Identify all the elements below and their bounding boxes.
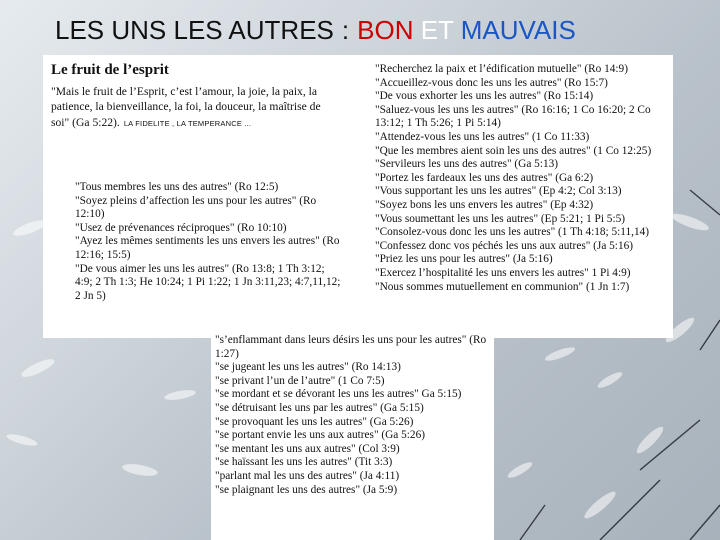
- bg-ellipse: [581, 488, 618, 521]
- left-verse-item: "Tous membres les uns des autres" (Ro 12:5): [75, 181, 279, 193]
- right-verse-item: "Confessez donc vos péchés les uns aux autres" (Ja 5:16): [375, 239, 634, 252]
- right-verse-item: "Nous sommes mutuellement en communion" (1 Jn 1:7): [375, 280, 630, 293]
- right-verse-item: "Servileurs les uns des autres" (Ga 5:13): [375, 158, 559, 171]
- page-title: [55, 13, 695, 47]
- bg-ellipse: [6, 432, 39, 448]
- bg-streak: [690, 505, 720, 540]
- bg-ellipse: [669, 210, 710, 233]
- fruit-heading: Le fruit de l’esprit: [51, 62, 169, 78]
- fruit-quote: [51, 84, 341, 131]
- right-verse-list: [375, 63, 671, 294]
- bg-ellipse: [121, 462, 158, 478]
- left-verse-item: "Soyez pleins d’affection les uns pour les autres" (Ro 12:10): [75, 194, 317, 221]
- bottom-verse-item: "se détruisant les uns par les autres" (Ga 5:15): [215, 401, 424, 414]
- right-verse-item: "Attendez-vous les uns les autres" (1 Co 11:33): [375, 130, 590, 143]
- left-verse-item: "De vous aimer les uns les autres" (Ro 13:8; 1 Th 3:12; 4:9; 2 Th 1:3; He 10:24; 1 Pi 1:22; 1 Jn 3:11,23; 4:7,11,12; 2 Jn 5): [75, 262, 341, 302]
- right-verse-item: "Vous supportant les uns les autres" (Ep 4:2; Col 3:13): [375, 185, 622, 198]
- bottom-verse-item: "se mentant les uns aux autres" (Col 3:9): [215, 442, 400, 455]
- bottom-verse-item: "s’enflammant dans leurs désirs les uns pour les autres" (Ro 1:27): [215, 334, 487, 360]
- left-verse-item: "Ayez les mêmes sentiments les uns envers les autres" (Ro 12:16; 15:5): [75, 235, 340, 261]
- bad-verses-panel: [211, 330, 494, 540]
- bottom-verse-item: "se mordant et se dévorant les uns les autres" Ga 5:15): [215, 388, 462, 401]
- title-et: ET: [420, 15, 454, 45]
- right-verse-item: "Que les membres aient soin les uns des autres" (1 Co 12:25): [375, 144, 652, 157]
- bottom-verse-item: "parlant mal les uns des autres" (Ja 4:11): [215, 469, 400, 482]
- bottom-verse-item: "se plaignant les uns des autres" (Ja 5:9): [215, 483, 398, 496]
- bg-streak: [700, 320, 720, 350]
- left-verse-item: "Usez de prévenances réciproques" (Ro 10:10): [75, 221, 287, 234]
- title-bon: BON: [357, 15, 414, 45]
- bottom-verse-list: [215, 334, 491, 497]
- title-colon: :: [341, 15, 350, 45]
- fruit-quote-text: "Mais le fruit de l’Esprit, c’est l’amour, la joie, la paix, la patience, la bienveillance, la foi, la douceur, la maîtrise de soi" (Ga 5:22).: [51, 85, 321, 129]
- right-verse-item: "Vous soumettant les uns les autres" (Ep 5:21; 1 Pi 5:5): [375, 212, 625, 225]
- bg-streak: [520, 505, 545, 540]
- right-verse-item: "Soyez bons les uns envers les autres" (Ep 4:32): [375, 198, 594, 211]
- right-verse-item: "De vous exhorter les uns les autres" (Ro 15:14): [375, 90, 594, 103]
- bottom-verse-item: "se jugeant les uns les autres" (Ro 14:13): [215, 361, 401, 374]
- right-verse-item: "Portez les fardeaux les uns des autres" (Ga 6:2): [375, 171, 594, 184]
- bg-ellipse: [20, 356, 57, 380]
- title-main: LES UNS LES AUTRES: [55, 15, 334, 45]
- bottom-verse-item: "se privant l’un de l’autre" (1 Co 7:5): [215, 374, 385, 387]
- right-verse-item: "Accueillez-vous donc les uns les autres" (Ro 15:7): [375, 76, 608, 89]
- left-verse-list: [75, 181, 345, 303]
- bg-ellipse: [506, 460, 534, 481]
- fruit-extra-note: LA FIDELITE , LA TEMPERANCE ...: [123, 118, 252, 128]
- right-verse-item: "Saluez-vous les uns les autres" (Ro 16:16; 1 Co 16:20; 2 Co 13:12; 1 Th 5:26; 1 Pi 5:14): [375, 103, 651, 130]
- bg-ellipse: [544, 345, 577, 363]
- bottom-verse-item: "se provoquant les uns les autres" (Ga 5:26): [215, 415, 414, 428]
- bottom-verse-item: "se haïssant les uns les autres" (Tit 3:3): [215, 456, 393, 469]
- right-verse-item: "Exercez l’hospitalité les uns envers les autres" 1 Pi 4:9): [375, 266, 631, 279]
- bg-streak: [690, 190, 720, 215]
- right-verse-item: "Consolez-vous donc les uns les autres" (1 Th 4:18; 5:11,14): [375, 226, 650, 239]
- right-verse-item: "Priez les uns pour les autres" (Ja 5:16): [375, 253, 553, 266]
- right-verse-item: "Recherchez la paix et l’édification mutuelle" (Ro 14:9): [375, 63, 628, 75]
- bg-ellipse: [596, 370, 624, 391]
- bg-streak: [600, 480, 660, 540]
- good-verses-panel: [43, 55, 673, 338]
- title-mauvais: MAUVAIS: [460, 15, 576, 45]
- bg-ellipse: [164, 388, 197, 401]
- bottom-verse-item: "se portant envie les uns aux autres" (Ga 5:26): [215, 429, 425, 442]
